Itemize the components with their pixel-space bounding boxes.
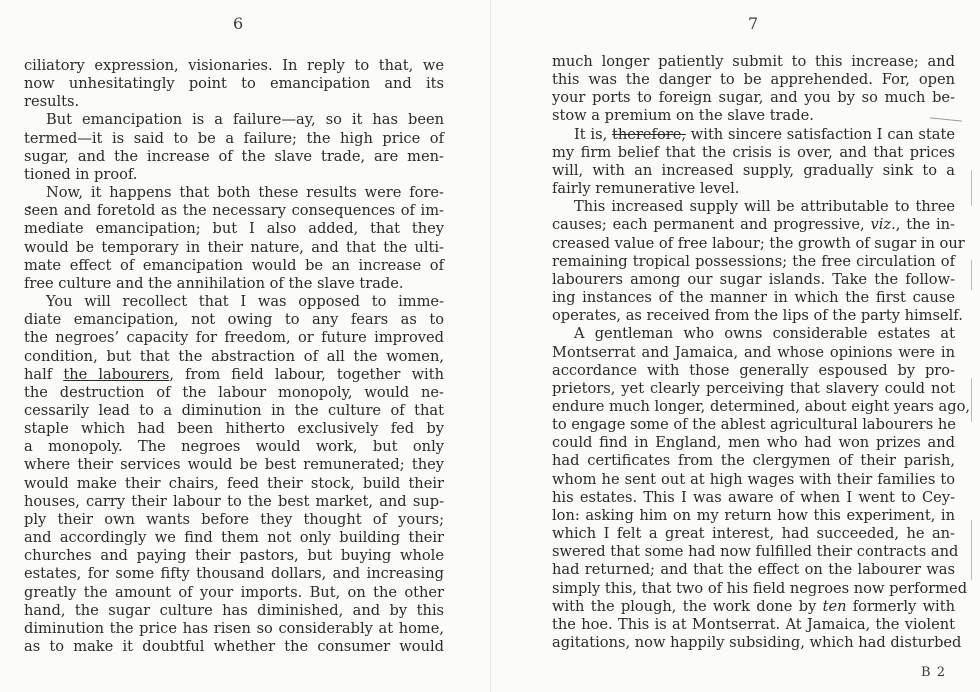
right-page-line: which I felt a great interest, had succeeded, he an- xyxy=(552,525,955,543)
right-page-line: Montserrat and Jamaica, and whose opinions were in xyxy=(552,343,955,361)
left-page-line: diate emancipation, not owing to any fears as to xyxy=(24,311,444,329)
right-page-line: your ports to foreign sugar, and you by so much be- xyxy=(552,89,955,107)
left-page-text xyxy=(24,57,444,656)
left-page-line: would make their chairs, feed their stock, build their xyxy=(24,474,444,492)
left-page-line: Now, it happens that both these results were fore- xyxy=(46,184,444,202)
left-page-line: the destruction of the labour monopoly, would ne- xyxy=(24,383,444,401)
margin-rule-4 xyxy=(971,520,972,580)
right-page-line: whom he sent out at high wages with their families to xyxy=(552,470,955,488)
right-page-line: A gentleman who owns considerable estates at xyxy=(574,325,955,343)
right-page-line: prietors, yet clearly perceiving that slavery could not xyxy=(552,379,955,397)
left-page-line: the negroes’ capacity for freedom, or future improved xyxy=(24,329,444,347)
left-page-line: estates, for some fifty thousand dollars, and increasing xyxy=(24,565,444,583)
left-page-line: mate effect of emancipation would be an increase of xyxy=(24,256,444,274)
left-page-line: You will recollect that I was opposed to imme- xyxy=(46,293,444,311)
right-page-line: agitations, now happily subsiding, which had disturbed xyxy=(552,634,962,651)
left-page-line: But emancipation is a failure—ay, so it has been xyxy=(46,111,444,129)
right-page-line: the hoe. This is at Montserrat. At Jamaica, the violent xyxy=(552,615,955,633)
left-page-line: tioned in proof. xyxy=(24,165,138,183)
left-page-line: ply their own wants before they thought of yours; xyxy=(24,510,444,528)
right-page-line: had certificates from the clergymen of their parish, xyxy=(552,452,955,470)
right-page-line: accordance with those generally espoused by pro- xyxy=(552,361,955,379)
left-page-line: staple which had been hitherto exclusively fed by xyxy=(24,420,444,438)
left-page-line: free culture and the annihilation of the slave trade. xyxy=(24,274,404,292)
left-page-line: houses, carry their labour to the best market, and sup- xyxy=(24,492,444,510)
left-page-line: as to make it doubtful whether the consumer would xyxy=(24,638,444,655)
left-page-line: greatly the amount of your imports. But, on the other xyxy=(24,583,444,601)
right-page-line: will, with an increased supply, gradually sink to a xyxy=(552,161,955,179)
right-page-line: lon: asking him on my return how this experiment, in xyxy=(552,506,955,524)
left-page-line: a monopoly. The negroes would work, but only xyxy=(24,438,444,456)
left-page-line: cessarily lead to a diminution in the culture of that xyxy=(24,401,444,419)
right-page-line: could find in England, men who had won prizes and xyxy=(552,434,955,452)
right-page-line: my firm belief that the crisis is over, and that prices xyxy=(552,143,955,161)
left-page-line: now unhesitatingly point to emancipation and its xyxy=(24,75,444,93)
right-page-line: remaining tropical possessions; the free circulation of xyxy=(552,252,955,270)
right-page-line: much longer patiently submit to this increase; and xyxy=(552,53,955,70)
left-page-line: and accordingly we find them not only building their xyxy=(24,529,444,547)
right-page-line: had returned; and that the effect on the labourer was xyxy=(552,561,955,579)
right-page-line: ing instances of the manner in which the first cause xyxy=(552,289,955,307)
left-page-line: results. xyxy=(24,93,80,111)
right-page-line: swered that some had now fulfilled their contracts and xyxy=(552,543,959,561)
left-page-line: termed—it is said to be a failure; the high price of xyxy=(24,129,444,147)
right-page-line: creased value of free labour; the growth of sugar in our xyxy=(552,234,965,252)
left-page-line: ciliatory expression, visionaries. In reply to that, we xyxy=(24,57,444,74)
left-page-line: churches and paying their pastors, but buying whole xyxy=(24,547,444,565)
right-page-line: operates, as received from the lips of the party himself. xyxy=(552,307,963,325)
right-page-line: stow a premium on the slave trade. xyxy=(552,107,814,125)
right-page-line: his estates. This I was aware of when I went to Cey- xyxy=(552,488,955,506)
right-page-text xyxy=(552,53,971,652)
margin-rule-3 xyxy=(971,378,972,422)
page-number-right: 7 xyxy=(748,14,759,33)
signature-mark: B 2 xyxy=(921,665,946,680)
right-page-line: It is, therefore, with sincere satisfaction I can state xyxy=(574,125,955,143)
right-page-line: fairly remunerative level. xyxy=(552,180,740,198)
left-page-line: mediate emancipation; but I also added, that they xyxy=(24,220,444,238)
margin-rule-2 xyxy=(971,260,972,290)
left-page-line: seen and foretold as the necessary consequences of im- xyxy=(24,202,444,220)
left-page-line: half the labourers, from field labour, together with xyxy=(24,365,444,383)
right-page-line: this was the danger to be apprehended. For, open xyxy=(552,71,955,89)
right-page-line: labourers among our sugar islands. Take the follow- xyxy=(552,270,955,288)
left-page-line: condition, but that the abstraction of all the women, xyxy=(24,347,444,365)
right-page-line: This increased supply will be attributable to three xyxy=(574,198,955,216)
right-page-line: with the plough, the work done by ten formerly with xyxy=(552,597,955,615)
right-page-line: simply this, that two of his field negroes now performed xyxy=(552,579,968,597)
right-page-line: to engage some of the ablest agricultural labourers he xyxy=(552,416,956,434)
right-page-line: causes; each permanent and progressive, viz., the in- xyxy=(552,216,955,234)
left-page-line: diminution the price has risen so considerably at home, xyxy=(24,619,444,637)
page-number-left: 6 xyxy=(233,14,244,33)
left-page-line: sugar, and the increase of the slave trade, are men- xyxy=(24,147,444,165)
right-page xyxy=(491,0,980,692)
margin-rule-1 xyxy=(971,170,972,206)
left-page-line: hand, the sugar culture has diminished, and by this xyxy=(24,601,444,619)
left-page-line: would be temporary in their nature, and that the ulti- xyxy=(24,238,444,256)
left-page-line: where their services would be best remunerated; they xyxy=(24,456,444,474)
right-page-line: endure much longer, determined, about eight years ago, xyxy=(552,397,971,415)
